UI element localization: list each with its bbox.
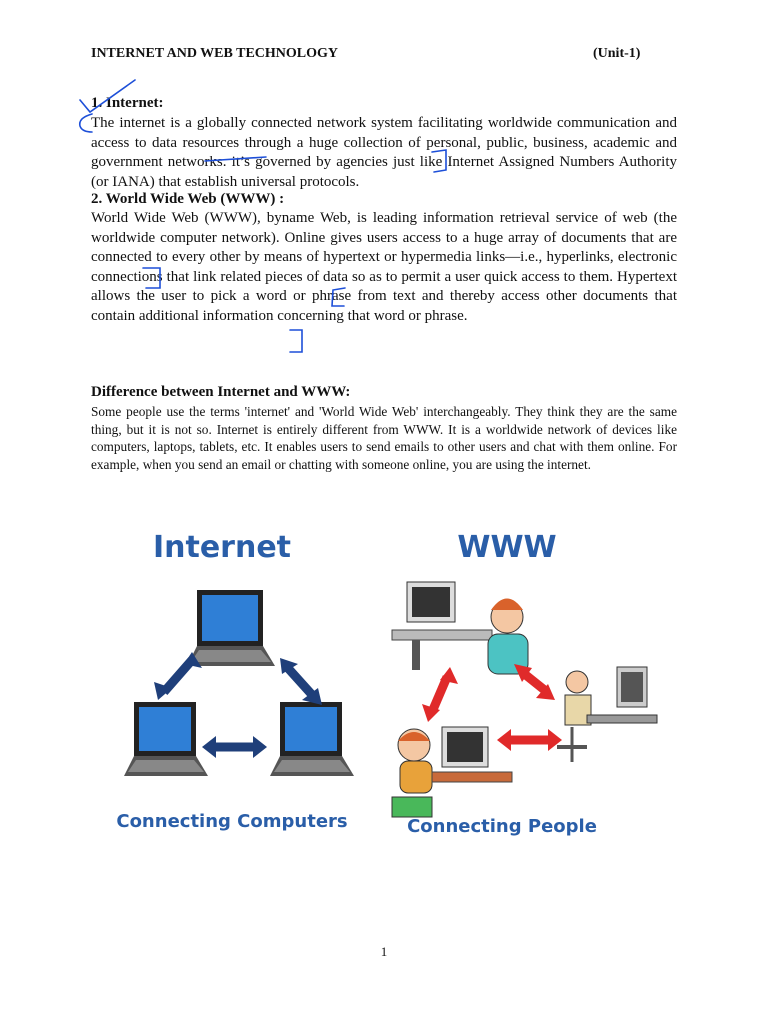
person-computer-icon — [392, 727, 512, 817]
person-computer-icon — [557, 667, 657, 762]
internet-paragraph: The internet is a globally connected network system facilitating worldwide communication and access to data resources through a huge collection of personal, public, business, academic and government networks. it’s governed by agencies just like Internet Assigned Numbers Authority (or IANA) that establish universal protocols. — [91, 115, 677, 190]
laptop-icon — [124, 702, 208, 776]
laptop-icon — [187, 590, 275, 666]
www-paragraph: World Wide Web (WWW), byname Web, is leading information retrieval service of web (the worldwide computer network). Online gives users access to a huge array of documents that are connected to every other by means of hypertext or hypermedia links—i.e., hyperlinks, electronic connections that link related pieces of data so as to permit a user quick access to them. Hypertext allows the user to pick a word or phrase from text and thereby access other documents that contain additional information concerning that word or phrase. — [91, 210, 677, 324]
www-figure-caption: Connecting People — [407, 816, 597, 837]
difference-paragraph: Some people use the terms 'internet' and 'World Wide Web' interchangeably. They think they are the same thing, but it is not so. Internet is entirely different from WWW. It is a worldwide network of devices like computers, laptops, tablets, etc. It enables users to send emails to other users and chat with them online. For example, when you send an email or chatting with someone online, you are using the internet. — [91, 404, 677, 472]
person-computer-icon — [392, 582, 528, 674]
internet-figure-caption: Connecting Computers — [116, 811, 348, 832]
header-unit: (Unit-1) — [593, 46, 641, 61]
laptop-icon — [270, 702, 354, 776]
section-heading-difference: Difference between Internet and WWW: — [91, 384, 351, 400]
header-title: INTERNET AND WEB TECHNOLOGY — [91, 46, 339, 61]
internet-figure-title: Internet — [152, 530, 292, 565]
section-heading-www: 2. World Wide Web (WWW) : — [91, 191, 285, 207]
www-figure-title: WWW — [457, 530, 557, 565]
page-number: 1 — [380, 944, 388, 959]
section-heading-internet: 1. Internet: — [91, 95, 164, 111]
internet-vs-www-figure — [92, 512, 672, 857]
